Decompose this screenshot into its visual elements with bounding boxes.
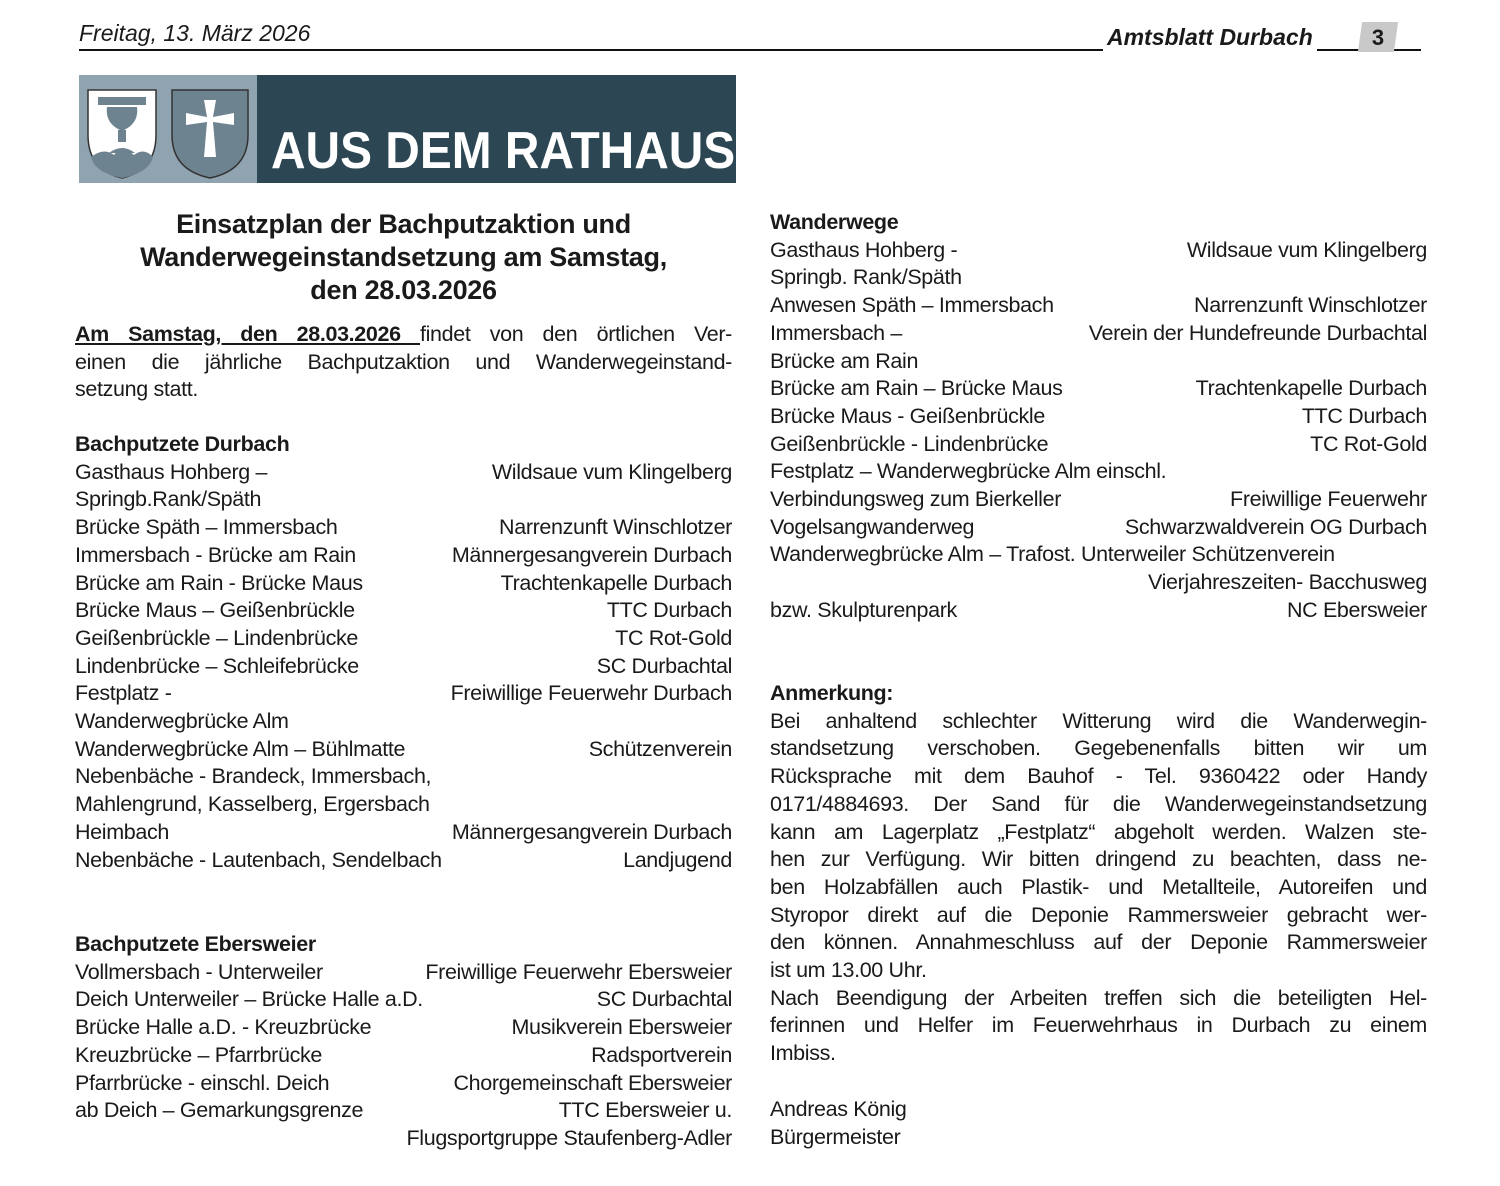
assignment-row — [75, 486, 732, 514]
article-title — [75, 208, 732, 307]
assignment-row — [770, 597, 1427, 625]
assignment-row — [770, 375, 1427, 403]
note-line: Bei anhaltend schlechter Witterung wird die Wanderwegin- — [770, 708, 1427, 733]
route: Wanderwegbrücke Alm – Bühlmatte — [75, 736, 406, 761]
chalice-crest-icon — [88, 90, 156, 178]
team: Narrenzunft Winschlotzer — [1194, 293, 1427, 318]
route: Vollmersbach - Unterweiler — [75, 959, 323, 984]
route: Geißenbrückle – Lindenbrücke — [75, 625, 359, 650]
team: Chorgemeinschaft Ebersweier — [453, 1070, 732, 1095]
route: Verbindungsweg zum Bierkeller — [770, 487, 1062, 512]
section-wanderwege — [770, 209, 1427, 625]
assignment-row — [75, 1014, 732, 1042]
assignment-row — [770, 348, 1427, 376]
assignment-row — [770, 403, 1427, 431]
team: Radsportverein — [591, 1042, 732, 1067]
note-line: 0171/4884693. Der Sand für die Wanderwegeinstandsetzung — [770, 791, 1427, 816]
assignment-row — [770, 237, 1427, 265]
note-line: Styropor direkt auf die Deponie Rammersweier gebracht wer- — [770, 902, 1427, 927]
team: SC Durbachtal — [596, 653, 732, 678]
route: Heimbach — [75, 819, 169, 844]
title-line: Wanderwegeinstandsetzung am Samstag, — [140, 242, 667, 272]
route: Nebenbäche - Lautenbach, Sendelbach — [75, 847, 442, 872]
team: TTC Durbach — [606, 598, 732, 623]
team: TTC Durbach — [1301, 403, 1427, 428]
assignment-row — [770, 292, 1427, 320]
publication-title: Amtsblatt Durbach — [1103, 24, 1317, 51]
assignment-row — [75, 763, 732, 791]
assignment-row — [75, 1125, 732, 1153]
page-number — [1358, 22, 1398, 52]
route: Brücke am Rain — [770, 348, 919, 373]
route: Wanderwegbrücke Alm — [75, 709, 289, 734]
signature — [770, 1096, 1427, 1151]
assignment-row — [75, 708, 732, 736]
assignment-row — [75, 736, 732, 764]
team: SC Durbachtal — [596, 987, 732, 1012]
route: Springb. Rank/Späth — [770, 265, 962, 290]
team: Freiwillige Feuerwehr — [1230, 487, 1427, 512]
route: Immersbach - Brücke am Rain — [75, 542, 356, 567]
intro-line: einen die jährliche Bachputzaktion und Wanderwegeinstand- — [75, 349, 732, 374]
team: TTC Ebersweier u. — [558, 1098, 732, 1123]
title-line: Einsatzplan der Bachputzaktion und — [176, 209, 631, 239]
assignment-row — [770, 514, 1427, 542]
assignment-row — [75, 1097, 732, 1125]
note-line: Imbiss. — [770, 1041, 836, 1066]
intro-text: findet von den örtlichen Ver- — [419, 322, 732, 346]
assignment-row — [75, 680, 732, 708]
route: Mahlengrund, Kasselberg, Ergersbach — [75, 792, 430, 817]
team: Verein der Hundefreunde Durbachtal — [1088, 320, 1427, 345]
assignment-row — [75, 597, 732, 625]
assignment-row — [75, 819, 732, 847]
note-line: ist um 13.00 Uhr. — [770, 958, 927, 983]
section-heading: Bachputzete Durbach — [75, 432, 290, 456]
team: Männergesangverein Durbach — [451, 819, 732, 844]
route: Gasthaus Hohberg - — [770, 237, 958, 262]
team: Flugsportgruppe Staufenberg-Adler — [406, 1125, 732, 1150]
note-line: ferinnen und Helfer im Feuerwehrhaus in Durbach zu einem — [770, 1013, 1427, 1038]
route: Festplatz - — [75, 681, 172, 706]
issue-date: Freitag, 13. März 2026 — [79, 20, 311, 46]
team: Freiwillige Feuerwehr Durbach — [450, 681, 732, 706]
team: TC Rot-Gold — [615, 625, 732, 650]
team: Schwarzwaldverein OG Durbach — [1124, 514, 1427, 539]
route: Nebenbäche - Brandeck, Immersbach, — [75, 764, 432, 789]
team: TC Rot-Gold — [1310, 431, 1427, 456]
route: Deich Unterweiler – Brücke Halle a.D. — [75, 987, 423, 1012]
note-line: Nach Beendigung der Arbeiten treffen sich die beteiligten Hel- — [770, 985, 1427, 1010]
assignment-row — [770, 320, 1427, 348]
cross-crest-icon — [172, 90, 248, 178]
assignment-row — [770, 458, 1427, 486]
assignment-row — [75, 986, 732, 1014]
team: Wildsaue vum Klingelberg — [491, 459, 732, 484]
assignment-row — [770, 541, 1427, 569]
signature-role: Bürgermeister — [770, 1124, 901, 1149]
page-number-text: 3 — [1371, 25, 1384, 50]
coat-of-arms — [79, 75, 257, 183]
assignment-row — [75, 1042, 732, 1070]
note-heading: Anmerkung: — [770, 681, 894, 705]
note-line: den können. Annahmeschluss auf der Deponie Rammersweier — [770, 930, 1427, 955]
team: Vierjahreszeiten- Bacchusweg — [1147, 570, 1427, 595]
route: ab Deich – Gemarkungsgrenze — [75, 1098, 364, 1123]
section-heading: Bachputzete Ebersweier — [75, 932, 316, 956]
route: Springb.Rank/Späth — [75, 487, 262, 512]
banner-title: AUS DEM RATHAUS — [271, 122, 736, 180]
intro-line — [75, 321, 732, 349]
assignment-row — [75, 459, 732, 487]
signature-name: Andreas König — [770, 1097, 907, 1121]
route: Geißenbrückle - Lindenbrücke — [770, 431, 1049, 456]
team: NC Ebersweier — [1286, 597, 1427, 622]
route: Pfarrbrücke - einschl. Deich — [75, 1070, 330, 1095]
route: Vogelsangwanderweg — [770, 514, 975, 539]
route: Anwesen Späth – Immersbach — [770, 293, 1054, 318]
route: Brücke Maus - Geißenbrückle — [770, 403, 1045, 428]
section-anmerkung — [770, 680, 1427, 1068]
route: Brücke Maus – Geißenbrückle — [75, 598, 355, 623]
team: Trachtenkapelle Durbach — [500, 570, 732, 595]
assignment-row — [770, 569, 1427, 597]
route: Festplatz – Wanderwegbrücke Alm einschl. — [770, 459, 1167, 484]
assignment-row — [75, 1070, 732, 1098]
section-bachputzete-ebersweier — [75, 931, 732, 1153]
assignment-row — [770, 486, 1427, 514]
team: Trachtenkapelle Durbach — [1195, 376, 1427, 401]
team: Musikverein Ebersweier — [511, 1015, 732, 1040]
route: Wanderwegbrücke Alm – Trafost. Unterweiler Schützenverein — [770, 542, 1335, 567]
route: Kreuzbrücke – Pfarrbrücke — [75, 1042, 322, 1067]
team: Narrenzunft Winschlotzer — [499, 515, 732, 540]
intro-line: setzung statt. — [75, 377, 198, 402]
note-line: ben Holzabfällen auch Plastik- und Metallteile, Autoreifen und — [770, 874, 1427, 899]
assignment-row — [75, 653, 732, 681]
section-banner — [79, 75, 736, 183]
assignment-row — [770, 431, 1427, 459]
route: Immersbach – — [770, 320, 903, 345]
title-line: den 28.03.2026 — [310, 275, 497, 305]
assignment-row — [75, 847, 732, 875]
team: Männergesangverein Durbach — [451, 542, 732, 567]
assignment-row — [75, 959, 732, 987]
team: Freiwillige Feuerwehr Ebersweier — [425, 959, 732, 984]
route: Brücke am Rain – Brücke Maus — [770, 376, 1063, 401]
route: Gasthaus Hohberg – — [75, 459, 268, 484]
assignment-row — [75, 570, 732, 598]
team: Landjugend — [623, 847, 732, 872]
team: Wildsaue vum Klingelberg — [1186, 237, 1427, 262]
assignment-row — [770, 264, 1427, 292]
note-line: Rücksprache mit dem Bauhof - Tel. 9360422 oder Handy — [770, 764, 1427, 789]
note-line: hen zur Verfügung. Wir bitten dringend zu beachten, dass ne- — [770, 847, 1427, 872]
section-heading: Wanderwege — [770, 210, 899, 234]
assignment-row — [75, 514, 732, 542]
route: Brücke Späth – Immersbach — [75, 515, 338, 540]
assignment-row — [75, 542, 732, 570]
assignment-row — [75, 625, 732, 653]
route: Lindenbrücke – Schleifebrücke — [75, 653, 359, 678]
note-line: kann am Lagerplatz „Festplatz“ abgeholt werden. Walzen ste- — [770, 819, 1427, 844]
route: Brücke Halle a.D. - Kreuzbrücke — [75, 1015, 372, 1040]
note-line: standsetzung verschoben. Gegebenenfalls bitten wir um — [770, 736, 1427, 761]
team: Schützenverein — [588, 736, 732, 761]
route: bzw. Skulpturenpark — [770, 597, 957, 622]
assignment-row — [75, 791, 732, 819]
intro-paragraph — [75, 321, 732, 404]
section-bachputzete-durbach — [75, 431, 732, 874]
route: Brücke am Rain - Brücke Maus — [75, 570, 363, 595]
intro-lead: Am Samstag, den 28.03.2026 — [75, 322, 420, 346]
